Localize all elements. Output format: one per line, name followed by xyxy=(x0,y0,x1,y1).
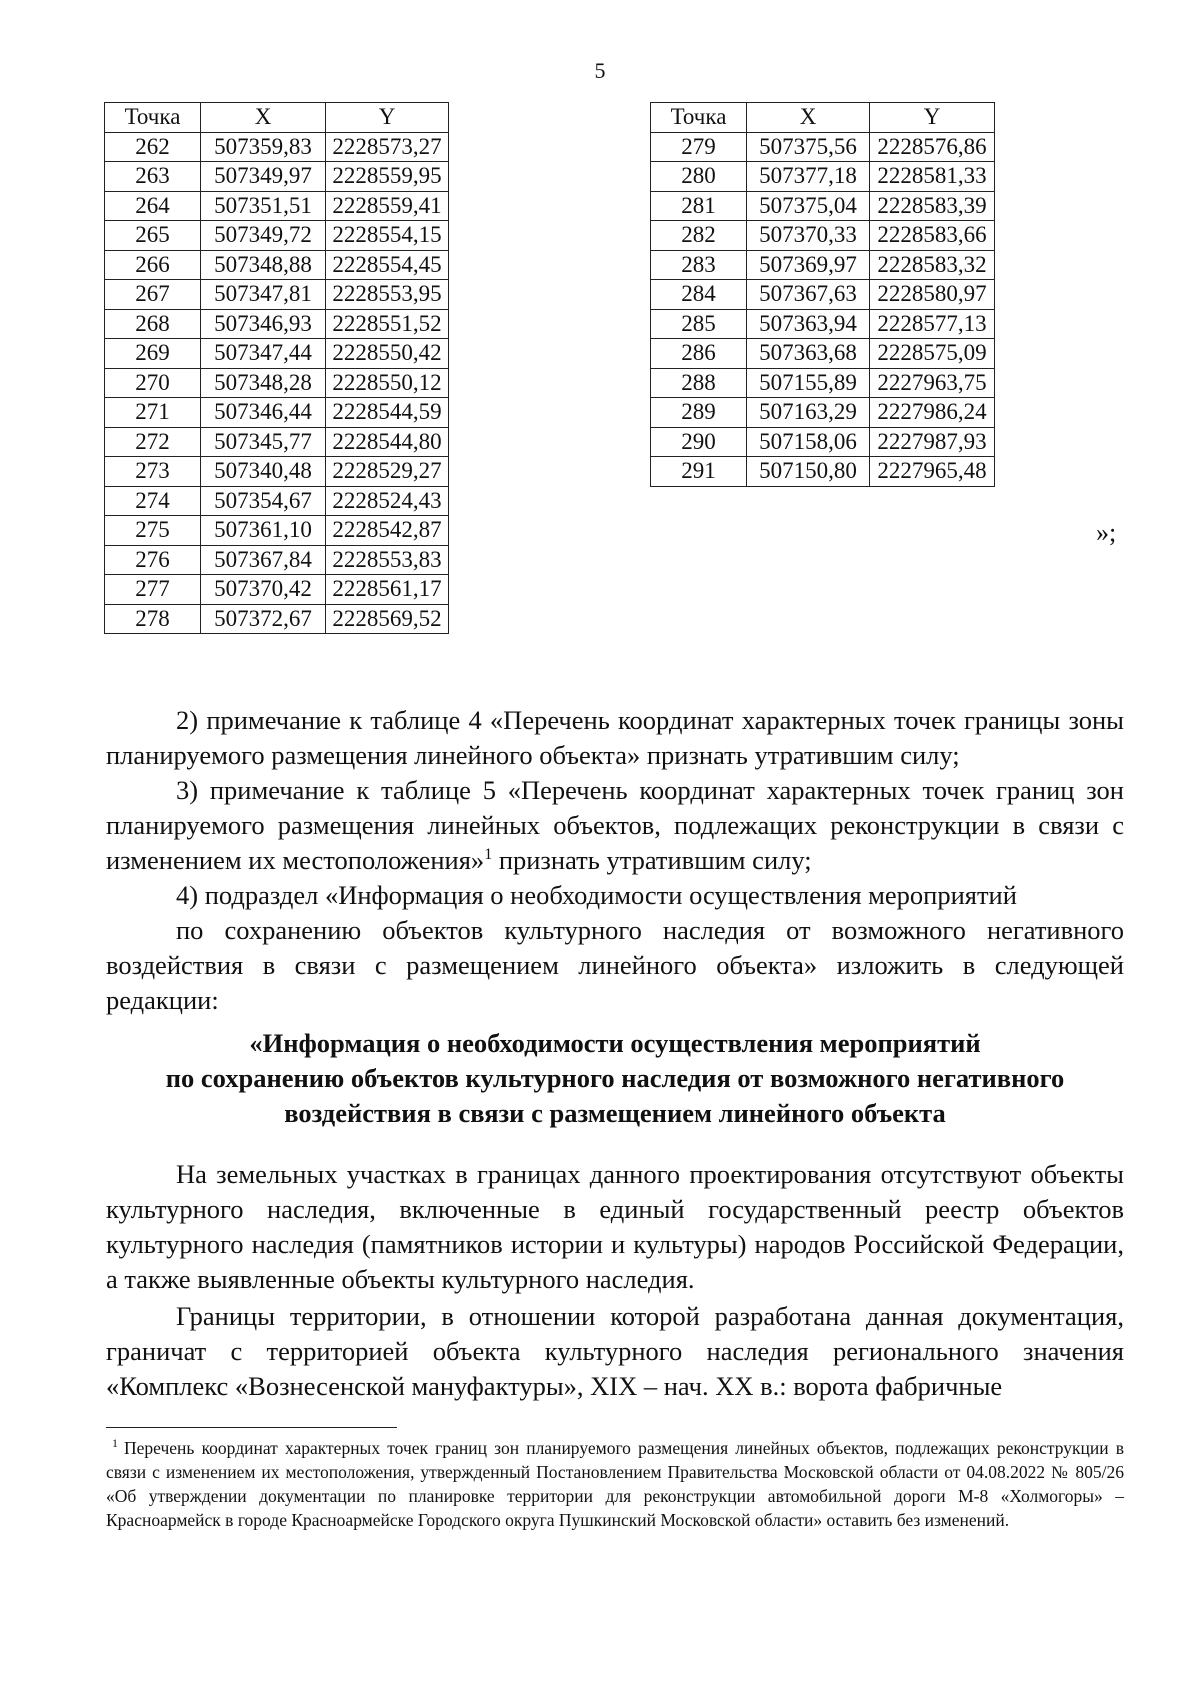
table-header-row xyxy=(105,103,449,133)
table-row xyxy=(651,280,995,310)
column-header-point: Точка xyxy=(105,103,201,133)
table-row xyxy=(651,368,995,398)
table-row xyxy=(651,250,995,280)
cell-y: 2227963,75 xyxy=(870,368,995,398)
cell-y: 2228583,66 xyxy=(870,221,995,251)
cell-point: 271 xyxy=(105,398,201,428)
cell-y: 2228559,41 xyxy=(326,191,449,221)
cell-point: 281 xyxy=(651,191,747,221)
cell-x: 507346,93 xyxy=(201,309,326,339)
amendment-item-2: 2) примечание к таблице 4 «Перечень координат характерных точек границы зоны планируемого размещения линейного объекта» признать утратившим силу; xyxy=(106,705,1124,770)
column-header-y: Y xyxy=(870,103,995,133)
cell-y: 2228529,27 xyxy=(326,457,449,487)
column-header-y: Y xyxy=(326,103,449,133)
table-row xyxy=(651,132,995,162)
column-header-x: X xyxy=(201,103,326,133)
cell-y: 2227986,24 xyxy=(870,398,995,428)
cell-y: 2228550,42 xyxy=(326,339,449,369)
cell-point: 286 xyxy=(651,339,747,369)
cell-point: 270 xyxy=(105,368,201,398)
cell-y: 2228576,86 xyxy=(870,132,995,162)
cell-point: 274 xyxy=(105,486,201,516)
table-body xyxy=(105,132,449,634)
cell-x: 507370,33 xyxy=(747,221,870,251)
footnote-divider xyxy=(106,1427,397,1428)
cell-x: 507363,68 xyxy=(747,339,870,369)
cell-point: 283 xyxy=(651,250,747,280)
cell-x: 507367,84 xyxy=(201,545,326,575)
cell-point: 268 xyxy=(105,309,201,339)
cell-y: 2228577,13 xyxy=(870,309,995,339)
cell-x: 507346,44 xyxy=(201,398,326,428)
cell-point: 272 xyxy=(105,427,201,457)
cell-y: 2228583,39 xyxy=(870,191,995,221)
cell-point: 284 xyxy=(651,280,747,310)
cell-x: 507367,63 xyxy=(747,280,870,310)
cell-point: 277 xyxy=(105,575,201,605)
cell-y: 2228581,33 xyxy=(870,162,995,192)
cell-y: 2228583,32 xyxy=(870,250,995,280)
cell-point: 267 xyxy=(105,280,201,310)
cell-point: 282 xyxy=(651,221,747,251)
table-row xyxy=(105,545,449,575)
section-paragraph-2: Границы территории, в отношении которой разработана данная документация, граничат с территорией объекта культурного наследия регионального значения «Комплекс «Вознесенской мануфактуры», XIX – нач. XX в.: ворота фабричные xyxy=(106,1301,1124,1401)
cell-y: 2228554,15 xyxy=(326,221,449,251)
cell-point: 285 xyxy=(651,309,747,339)
section-heading xyxy=(106,1026,1124,1131)
table-body xyxy=(651,132,995,486)
cell-point: 264 xyxy=(105,191,201,221)
cell-y: 2228553,95 xyxy=(326,280,449,310)
cell-y: 2228559,95 xyxy=(326,162,449,192)
amendment-item-4-rest: по сохранению объектов культурного наследия от возможного негативного воздействия в связи с размещением линейного объекта» изложить в следующей редакции: xyxy=(106,915,1124,1015)
table-row xyxy=(105,221,449,251)
amendments-block xyxy=(106,703,1124,1018)
table-row xyxy=(105,516,449,546)
cell-point: 289 xyxy=(651,398,747,428)
table-row xyxy=(105,457,449,487)
table-row xyxy=(105,162,449,192)
cell-x: 507354,67 xyxy=(201,486,326,516)
cell-y: 2228575,09 xyxy=(870,339,995,369)
cell-point: 291 xyxy=(651,457,747,487)
cell-y: 2228524,43 xyxy=(326,486,449,516)
cell-x: 507158,06 xyxy=(747,427,870,457)
coordinates-table-right xyxy=(650,102,995,487)
cell-x: 507163,29 xyxy=(747,398,870,428)
table-row xyxy=(105,132,449,162)
cell-y: 2228544,59 xyxy=(326,398,449,428)
table-row xyxy=(105,575,449,605)
section-heading-line-3: воздействия в связи с размещением линейного объекта xyxy=(284,1098,946,1128)
cell-x: 507347,44 xyxy=(201,339,326,369)
table-row xyxy=(651,398,995,428)
cell-point: 288 xyxy=(651,368,747,398)
page-number: 5 xyxy=(594,58,606,83)
footnote-reference: 1 xyxy=(484,846,493,864)
cell-y: 2228544,80 xyxy=(326,427,449,457)
table-row xyxy=(651,427,995,457)
cell-y: 2228573,27 xyxy=(326,132,449,162)
cell-x: 507348,28 xyxy=(201,368,326,398)
cell-x: 507340,48 xyxy=(201,457,326,487)
table-row xyxy=(105,427,449,457)
table-row xyxy=(105,309,449,339)
cell-point: 279 xyxy=(651,132,747,162)
cell-point: 275 xyxy=(105,516,201,546)
table-row xyxy=(105,250,449,280)
footnote-mark: 1 xyxy=(112,1436,118,1451)
amendment-item-3 xyxy=(106,773,1124,878)
cell-y: 2228569,52 xyxy=(326,604,449,634)
cell-x: 507359,83 xyxy=(201,132,326,162)
table-header-row xyxy=(651,103,995,133)
cell-x: 507348,88 xyxy=(201,250,326,280)
cell-x: 507347,81 xyxy=(201,280,326,310)
cell-x: 507351,51 xyxy=(201,191,326,221)
cell-y: 2227965,48 xyxy=(870,457,995,487)
footnote-text: Перечень координат характерных точек границ зон планируемого размещения линейных объектов, подлежащих реконструкции в связи с изменением их местоположения, утвержденный Постановлением Правительства Московской области от 04.08.2022 № 805/26 «Об утверждении документации по планировке территории для реконструкции автомобильной дороги М-8 «Холмогоры» – Красноармейск в городе Красноармейске Городского округа Пушкинский Московской области» оставить без изменений. xyxy=(106,1438,1124,1530)
cell-x: 507363,94 xyxy=(747,309,870,339)
cell-point: 266 xyxy=(105,250,201,280)
cell-x: 507375,56 xyxy=(747,132,870,162)
table-row xyxy=(105,368,449,398)
table-row xyxy=(651,221,995,251)
cell-y: 2228554,45 xyxy=(326,250,449,280)
cell-x: 507369,97 xyxy=(747,250,870,280)
cell-x: 507372,67 xyxy=(201,604,326,634)
cell-x: 507377,18 xyxy=(747,162,870,192)
section-body xyxy=(106,1157,1124,1404)
cell-point: 290 xyxy=(651,427,747,457)
table-row xyxy=(105,486,449,516)
cell-point: 278 xyxy=(105,604,201,634)
column-header-point: Точка xyxy=(651,103,747,133)
cell-point: 276 xyxy=(105,545,201,575)
section-heading-line-2: по сохранению объектов культурного наследия от возможного негативного xyxy=(165,1063,1065,1093)
table-row xyxy=(105,280,449,310)
cell-y: 2228550,12 xyxy=(326,368,449,398)
table-row xyxy=(105,398,449,428)
cell-y: 2228580,97 xyxy=(870,280,995,310)
cell-y: 2228551,52 xyxy=(326,309,449,339)
amendment-item-3-tail: признать утратившим силу; xyxy=(492,845,812,875)
table-row xyxy=(651,339,995,369)
section-heading-line-1: «Информация о необходимости осуществления мероприятий xyxy=(249,1028,981,1058)
section-paragraph-1: На земельных участках в границах данного проектирования отсутствуют объекты культурного наследия, включенные в единый государственный реестр объектов культурного наследия (памятников истории и культуры) народов Российской Федерации, а также выявленные объекты культурного наследия. xyxy=(106,1159,1124,1294)
cell-point: 262 xyxy=(105,132,201,162)
cell-point: 280 xyxy=(651,162,747,192)
coordinates-table-left xyxy=(104,102,449,634)
cell-x: 507375,04 xyxy=(747,191,870,221)
cell-point: 273 xyxy=(105,457,201,487)
cell-x: 507155,89 xyxy=(747,368,870,398)
amendment-item-3-text: 3) примечание к таблице 5 «Перечень координат характерных точек границ зон планируемого размещения линейных объектов, подлежащих реконструкции в связи с изменением их местоположения» xyxy=(106,775,1124,875)
table-row xyxy=(105,604,449,634)
table-row xyxy=(651,191,995,221)
closing-quote: »; xyxy=(1096,518,1117,547)
table-row xyxy=(105,339,449,369)
amendment-item-4-first-line: 4) подраздел «Информация о необходимости осуществления мероприятий xyxy=(176,880,1017,910)
cell-y: 2228561,17 xyxy=(326,575,449,605)
cell-y: 2227987,93 xyxy=(870,427,995,457)
cell-point: 265 xyxy=(105,221,201,251)
cell-x: 507370,42 xyxy=(201,575,326,605)
table-row xyxy=(651,309,995,339)
cell-y: 2228542,87 xyxy=(326,516,449,546)
cell-y: 2228553,83 xyxy=(326,545,449,575)
table-row xyxy=(651,457,995,487)
table-row xyxy=(651,162,995,192)
cell-x: 507349,72 xyxy=(201,221,326,251)
cell-x: 507150,80 xyxy=(747,457,870,487)
cell-x: 507361,10 xyxy=(201,516,326,546)
table-row xyxy=(105,191,449,221)
cell-x: 507349,97 xyxy=(201,162,326,192)
cell-point: 263 xyxy=(105,162,201,192)
cell-x: 507345,77 xyxy=(201,427,326,457)
cell-point: 269 xyxy=(105,339,201,369)
column-header-x: X xyxy=(747,103,870,133)
footnote xyxy=(106,1436,1124,1532)
